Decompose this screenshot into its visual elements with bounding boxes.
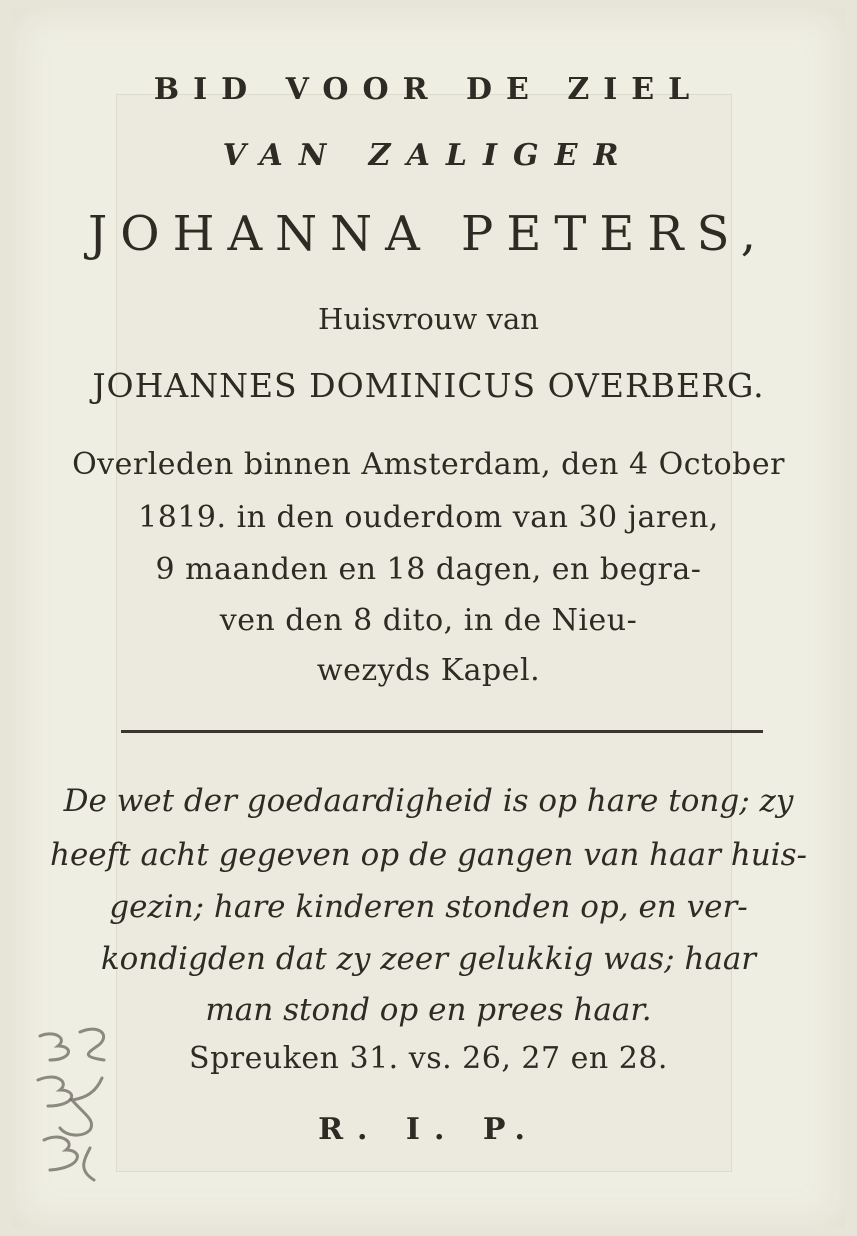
verse-line: man stond op en prees haar. [205,992,652,1028]
heading-bid-voor-de-ziel: BID VOOR DE ZIEL [153,72,704,107]
horizontal-divider [121,730,763,733]
rip-text: R. I. P. [318,1112,539,1147]
death-notice-line: wezyds Kapel. [316,653,541,688]
relation-text: Huisvrouw van [318,302,539,336]
verse-line: gezin; hare kinderen stonden op, en ver- [109,889,748,925]
deceased-name: JOHANNA PETERS, [88,206,769,262]
heading-van-zaliger: VAN ZALIGER [222,138,635,173]
verse-line: De wet der goedaardigheid is op hare tong; zy [63,783,794,819]
scripture-reference: Spreuken 31. vs. 26, 27 en 28. [189,1041,668,1076]
handwritten-number-2335 [20,1020,120,1190]
death-notice-line: Overleden binnen Amsterdam, den 4 October [72,447,785,482]
verse-line: kondigden dat zy zeer gelukkig was; haar [100,941,757,977]
death-notice-line: ven den 8 dito, in de Nieu- [219,603,638,638]
death-notice-line: 1819. in den ouderdom van 30 jaren, [138,500,719,535]
verse-line: heeft acht gegeven op de gangen van haar huis- [50,837,807,873]
husband-name: JOHANNES DOMINICUS OVERBERG. [92,366,765,405]
death-notice-line: 9 maanden en 18 dagen, en begra- [155,552,702,587]
